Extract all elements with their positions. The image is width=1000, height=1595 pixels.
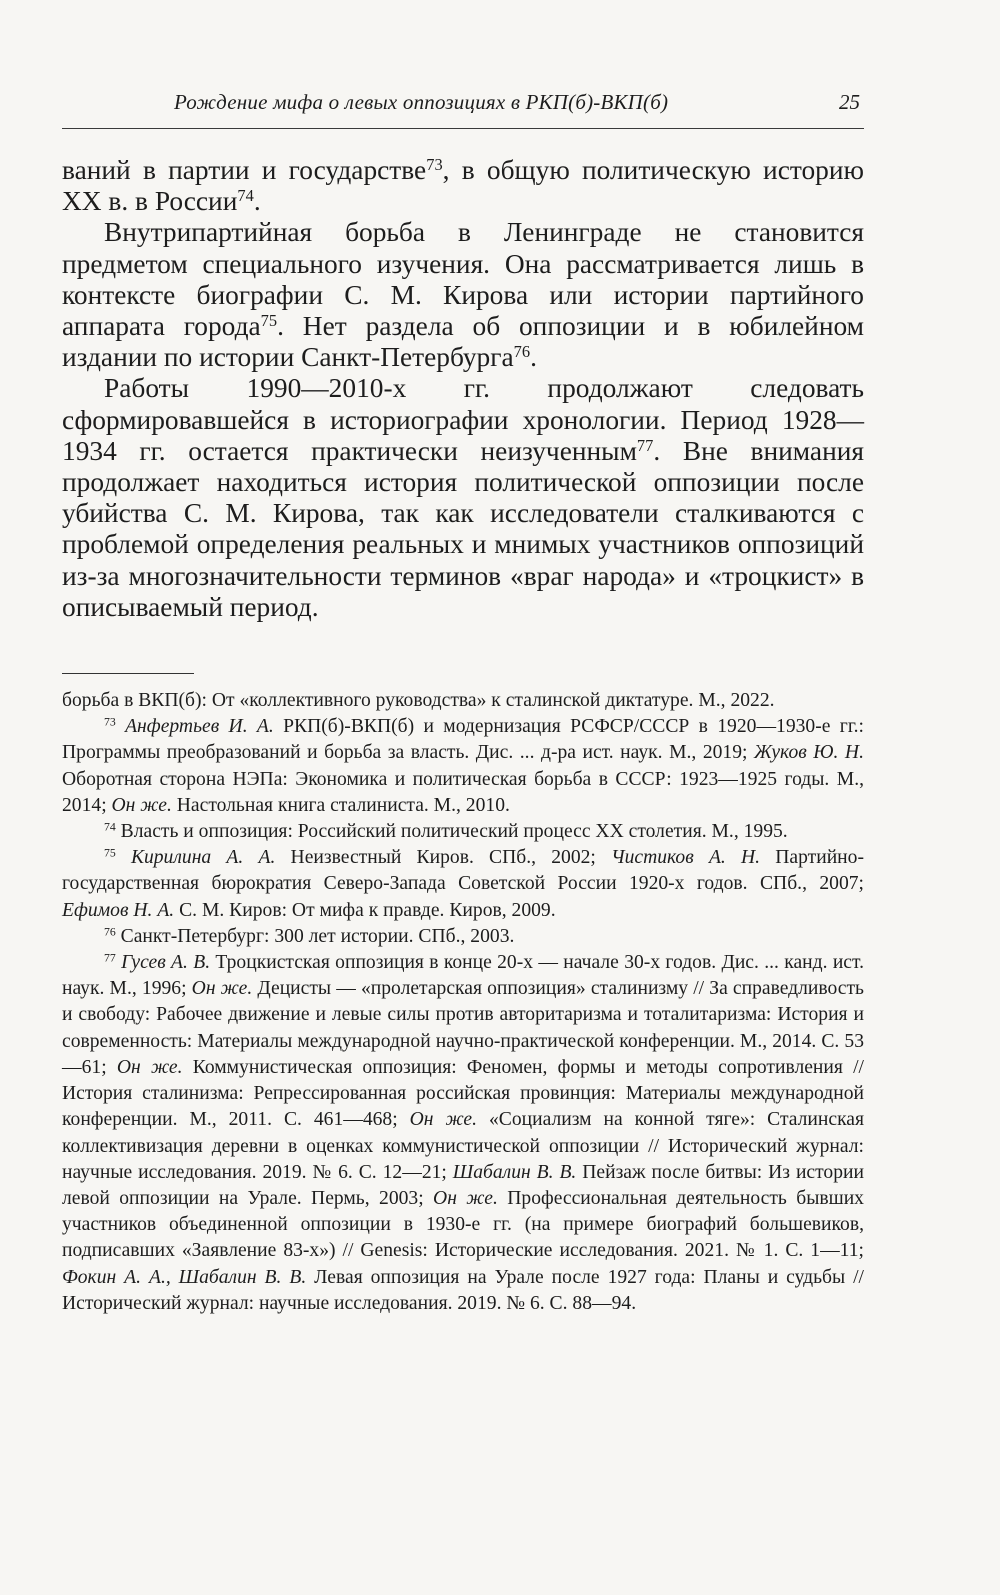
footnotes — [62, 688, 864, 1317]
footnote-number: 76 — [104, 925, 116, 939]
running-header — [62, 82, 864, 129]
author: Анфертьев И. А. — [125, 716, 274, 738]
text-run: , в общую политическую историю XX в. в России — [62, 155, 864, 217]
paragraph-3 — [62, 373, 864, 623]
text-run: Децисты — «пролетарская оппозиция» сталинизму // За справедливость и свободу: Рабочее движение и левые силы против авторитаризма и тоталитаризма: История и современность: Материалы международной научно-практической конференции. М., 2014. С. 53—61; — [62, 978, 864, 1078]
footnote-73 — [62, 714, 864, 819]
text-run: Настольная книга сталиниста. М., 2010. — [171, 794, 510, 816]
text-run: Коммунистическая оппозиция: Феномен, формы и методы сопротивления // История сталинизма: Репрессированная российская провинция: Материалы международной конференции. М., 2011. С. 461—468; — [62, 1056, 865, 1131]
text-run: «Социализм на конной тяге»: Сталинская коллективизация деревни в оценках коммунистической оппозиции // Исторический журнал: научные исследования. 2019. № 6. С. 12—21; — [62, 1109, 865, 1183]
footnote-number: 75 — [104, 846, 116, 860]
text-run: . Вне внимания продолжает находиться история политической оппозиции после убийства С. М. Кирова, так как исследователи сталкиваются с проблемой определения реальных и мнимых участников оппозиций из-за многозначительности терминов «враг народа» и «троцкист» в описываемый период. — [62, 435, 864, 622]
text-run: Работы 1990—2010-х гг. продолжают следовать сформировавшейся в историографии хронологии. Период 1928—1934 гг. остается практически неизученным — [62, 373, 864, 466]
text-run: Пейзаж после битвы: Из истории левой оппозиции на Урале. Пермь, 2003; — [62, 1161, 864, 1209]
footnote-ref-75: 75 — [260, 310, 278, 330]
text-run: Левая оппозиция на Урале после 1927 года: Планы и судьбы // Исторический журнал: научные исследования. 2019. № 6. С. 88—94. — [62, 1266, 864, 1314]
text-run: . — [530, 342, 537, 373]
author: Он же. — [433, 1187, 498, 1209]
book-page — [62, 82, 864, 1317]
footnote-number: 77 — [104, 951, 116, 965]
footnote-76 — [62, 924, 864, 950]
text-run: Неизвестный Киров. СПб., 2002; — [275, 847, 612, 869]
text-run: . — [253, 186, 261, 217]
footnote-75 — [62, 845, 864, 924]
text-run: С. М. Киров: От мифа к правде. Киров, 2009. — [174, 899, 556, 921]
text-run: РКП(б)-ВКП(б) и модернизация РСФСР/СССР в 1920—1930-е гг.: Программы преобразований и борьба за власть. Дис. ... д-ра ист. наук. М., 2019; — [62, 716, 864, 764]
footnote-ref-73: 73 — [426, 154, 443, 174]
footnote-ref-77: 77 — [636, 435, 654, 455]
author: Он же. — [116, 1056, 183, 1078]
text-run: Профессиональная деятельность бывших участников объединенной оппозиции в 1930-е гг. (на примере биографий большевиков, подписавших «Заявление 83-х») // Genesis: Исторические исследования. 2021. № 1. С. 1—11; — [62, 1187, 864, 1262]
paragraph-1 — [62, 155, 864, 217]
footnote-number: 73 — [104, 715, 116, 729]
author: Ефимов Н. А. — [62, 899, 175, 921]
footnote-77 — [62, 950, 864, 1317]
footnote-74 — [62, 819, 864, 845]
footnote-divider — [62, 673, 194, 674]
footnote-number: 74 — [104, 820, 116, 834]
footnote-continuation: борьба в ВКП(б): От «коллективного руководства» к сталинской диктатуре. М., 2022. — [62, 690, 775, 712]
text-run: Внутрипартийная борьба в Ленинграде не становится предметом специального изучения. Она рассматривается лишь в контексте биографии С. М. Кирова или истории партийного аппарата города — [62, 217, 864, 342]
author: Он же. — [191, 978, 253, 1000]
text-run: Троцкистская оппозиция в конце 20-х — начале 30-х годов. Дис. ... канд. ист. наук. М., 1996; — [62, 952, 864, 1000]
author: Гусев А. В. — [121, 952, 211, 974]
author: Фокин А. А., Шабалин В. В. — [62, 1266, 307, 1288]
author: Он же. — [111, 794, 172, 816]
author: Чистиков А. Н. — [611, 847, 761, 869]
text-run: . Нет раздела об оппозиции и в юбилейном издании по истории Санкт-Петербурга — [62, 311, 864, 373]
text-run: ваний в партии и государстве — [62, 155, 427, 185]
author: Шабалин В. В. — [452, 1161, 577, 1183]
footnote-ref-76: 76 — [513, 342, 531, 362]
text-run: Власть и оппозиция: Российский политический процесс XX столетия. М., 1995. — [115, 821, 788, 843]
author: Он же. — [409, 1109, 478, 1131]
text-run: Санкт-Петербург: 300 лет истории. СПб., 2003. — [115, 925, 515, 947]
footnote-ref-74: 74 — [237, 186, 254, 206]
running-head-title: Рождение мифа о левых оппозициях в РКП(б)-ВКП(б) — [174, 90, 669, 114]
author: Кирилина А. А. — [130, 847, 276, 869]
page-number: 25 — [839, 90, 860, 114]
text-run: Оборотная сторона НЭПа: Экономика и политическая борьба в СССР: 1923—1925 годы. М., 2014; — [62, 768, 864, 816]
main-text — [62, 155, 864, 623]
paragraph-2 — [62, 217, 864, 373]
author: Жуков Ю. Н. — [753, 742, 864, 764]
text-run: Партийно-государственная бюрократия Северо-Запада Советской России 1920-х годов. СПб., 2007; — [62, 847, 864, 895]
